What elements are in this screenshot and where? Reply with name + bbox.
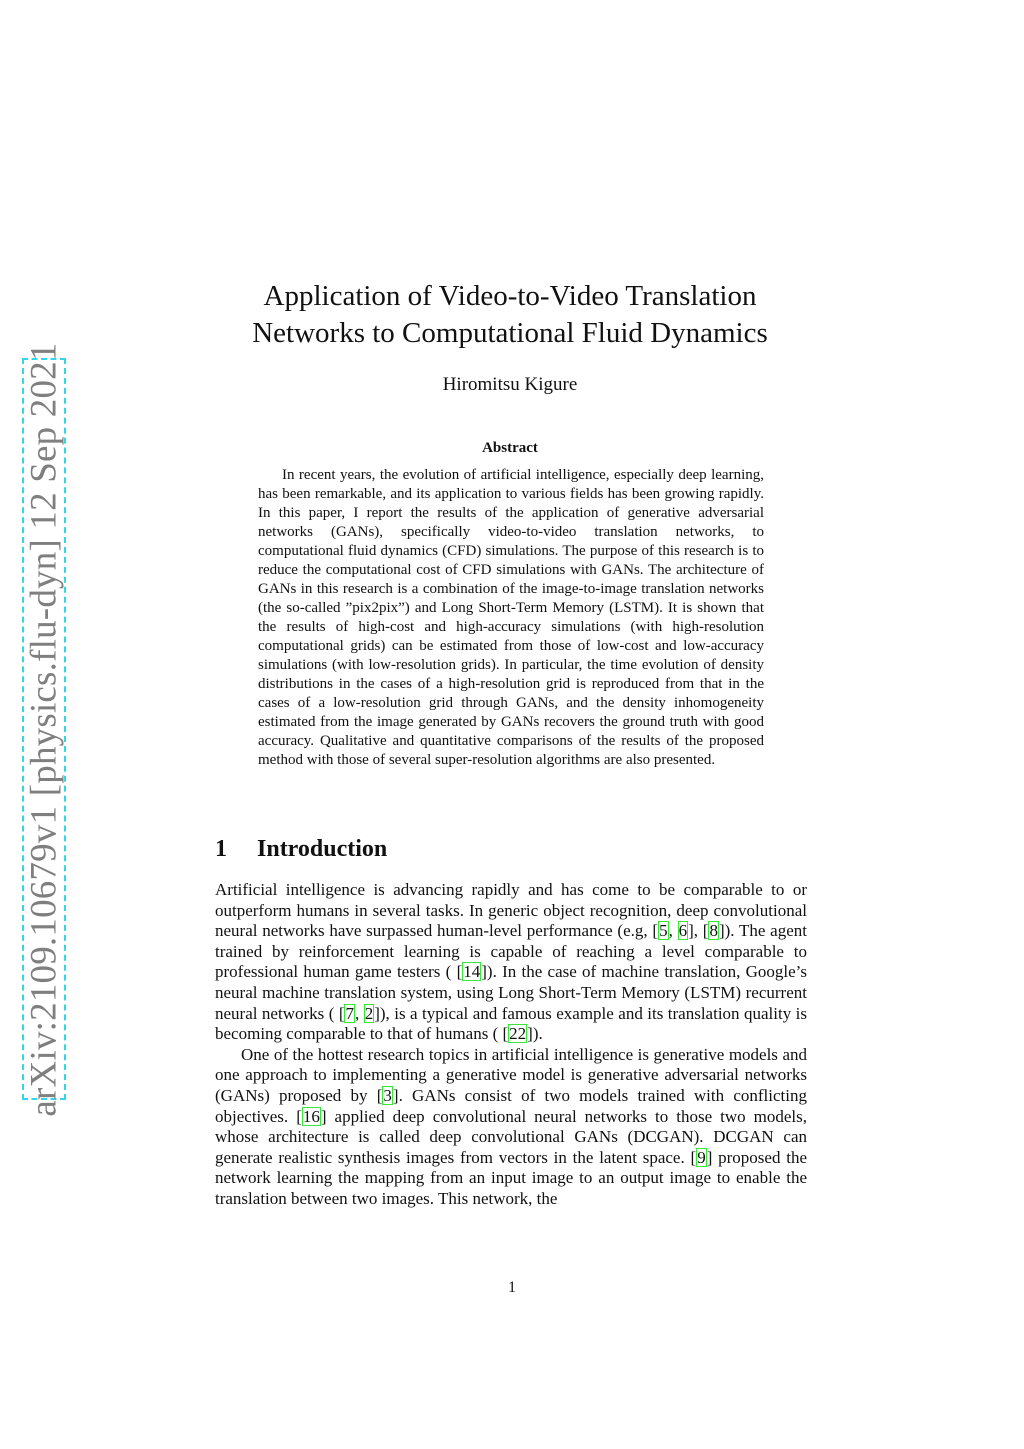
author-name: Hiromitsu Kigure <box>442 374 578 395</box>
body-text <box>215 880 807 1210</box>
arxiv-stamp-text: arXiv:2109.10679v1 [physics.flu-dyn] 12 Sep 2021 <box>23 341 65 1117</box>
citation-link[interactable]: 16 <box>302 1106 320 1126</box>
citation-link[interactable]: 2 <box>364 1003 374 1023</box>
p1-text-e: ]). <box>527 1024 543 1044</box>
title-line-1: Application of Video-to-Video Translation <box>263 280 757 312</box>
paragraph-2: One of the hottest research topics in artificial intelligence is generative models and one approach to implementing a generative model is generative adversarial networks (GANs) proposed by [3]. GANs consist of two models trained with conflicting objectives. [16] applied deep convolutional neural networks to those two models, whose architecture is called deep convolutional GANs (DCGAN). DCGAN can generate realistic synthesis images from vectors in the latent space. [9] proposed the network learning the mapping from an input image to an output image to enable the translation between two images. This network, the <box>215 1044 808 1208</box>
p1-text-b: ]). The agent trained by reinforcement learning is capable of reaching a level comparable to professional human game testers ( [ <box>215 921 807 982</box>
citation-link[interactable]: 7 <box>345 1003 354 1023</box>
section-number: 1 <box>215 836 227 862</box>
p1-sep-1: , <box>668 921 678 941</box>
p2-text-a: One of the hottest research topics in artificial intelligence is generative models and one approach to implementing a generative model is generative adversarial networks (GANs) proposed by <box>215 1044 807 1105</box>
citation-link[interactable]: 9 <box>697 1147 706 1167</box>
p1-text-d: ]), is a typical and famous example and its translation quality is becoming comparable to that of humans ( [ <box>215 1003 808 1044</box>
p1-text-a: Artificial intelligence is advancing rapidly and has come to be comparable to or outperform humans in several tasks. In generic object recognition, deep convolutional neural networks have surpassed human-level performance (e.g, <box>215 880 807 941</box>
abstract-heading: Abstract <box>482 440 538 456</box>
citation-link[interactable]: 5 <box>659 921 668 941</box>
section-heading <box>215 836 387 863</box>
p2-text-c: applied deep convolutional neural networks to those two models, whose architecture is called deep convolutional GANs (DCGAN). DCGAN can generate realistic synthesis images from vectors in the latent space. <box>215 1106 808 1167</box>
citation-link[interactable]: 22 <box>509 1024 527 1044</box>
paragraph-1: Artificial intelligence is advancing rapidly and has come to be comparable to or outperform humans in several tasks. In generic object recognition, deep convolutional neural networks have surpassed human-level performance (e.g, [5, 6], [8]). The agent trained by reinforcement learning is capable of reaching a level comparable to professional human game testers ( [14]). In the case of machine translation, Google’s neural machine translation system, using Long Short-Term Memory (LSTM) recurrent neural networks ( [7, 2]), is a typical and famous example and its translation quality is becoming comparable to that of humans ( [22]). <box>215 880 808 1044</box>
citation-link[interactable]: 6 <box>678 921 688 941</box>
p2-text-d: proposed the network learning the mapping from an input image to an output image to enable the translation between two images. This network, the <box>215 1147 807 1208</box>
section-title: Introduction <box>257 836 388 862</box>
abstract-text: In recent years, the evolution of artificial intelligence, especially deep learning, has been remarkable, and its application to various fields has been growing rapidly. In this paper, I report the results of the application of generative adversarial networks (GANs), specifically video-to-video translation networks, to computational fluid dynamics (CFD) simulations. The purpose of this research is to reduce the computational cost of CFD simulations with GANs. The architecture of GANs in this research is a combination of the image-to-image translation networks (the so-called ”pix2pix”) and Long Short-Term Memory (LSTM). It is shown that the results of high-cost and high-accuracy simulations (with high-resolution computational grids) can be estimated from those of low-cost and low-accuracy simulations (with low-resolution grids). In particular, the time evolution of density distributions in the cases of a high-resolution grid is reproduced from that in the cases of a low-resolution grid through GANs, and the density inhomogeneity estimated from the image generated by GANs recovers the ground truth with good accuracy. Qualitative and quantitative comparisons of the results of the proposed method with those of several super-resolution algorithms are also presented. <box>258 467 764 768</box>
p1-text-c: ]). In the case of machine translation, Google’s neural machine translation system, using Long Short-Term Memory (LSTM) recurrent neural networks ( [ <box>215 962 807 1023</box>
paper-title <box>210 278 810 352</box>
citation-link[interactable]: 14 <box>463 962 481 982</box>
page-number: 1 <box>508 1279 516 1296</box>
p1-sep-2: ], [ <box>688 921 709 941</box>
title-line-2: Networks to Computational Fluid Dynamics <box>252 317 768 349</box>
citation-link[interactable]: 3 <box>383 1085 392 1105</box>
p1-sep-3: , <box>354 1003 364 1023</box>
p2-text-b: . GANs consist of two models trained with conflicting objectives. <box>215 1085 807 1126</box>
citation-link[interactable]: 8 <box>709 921 718 941</box>
arxiv-stamp <box>22 341 66 1117</box>
